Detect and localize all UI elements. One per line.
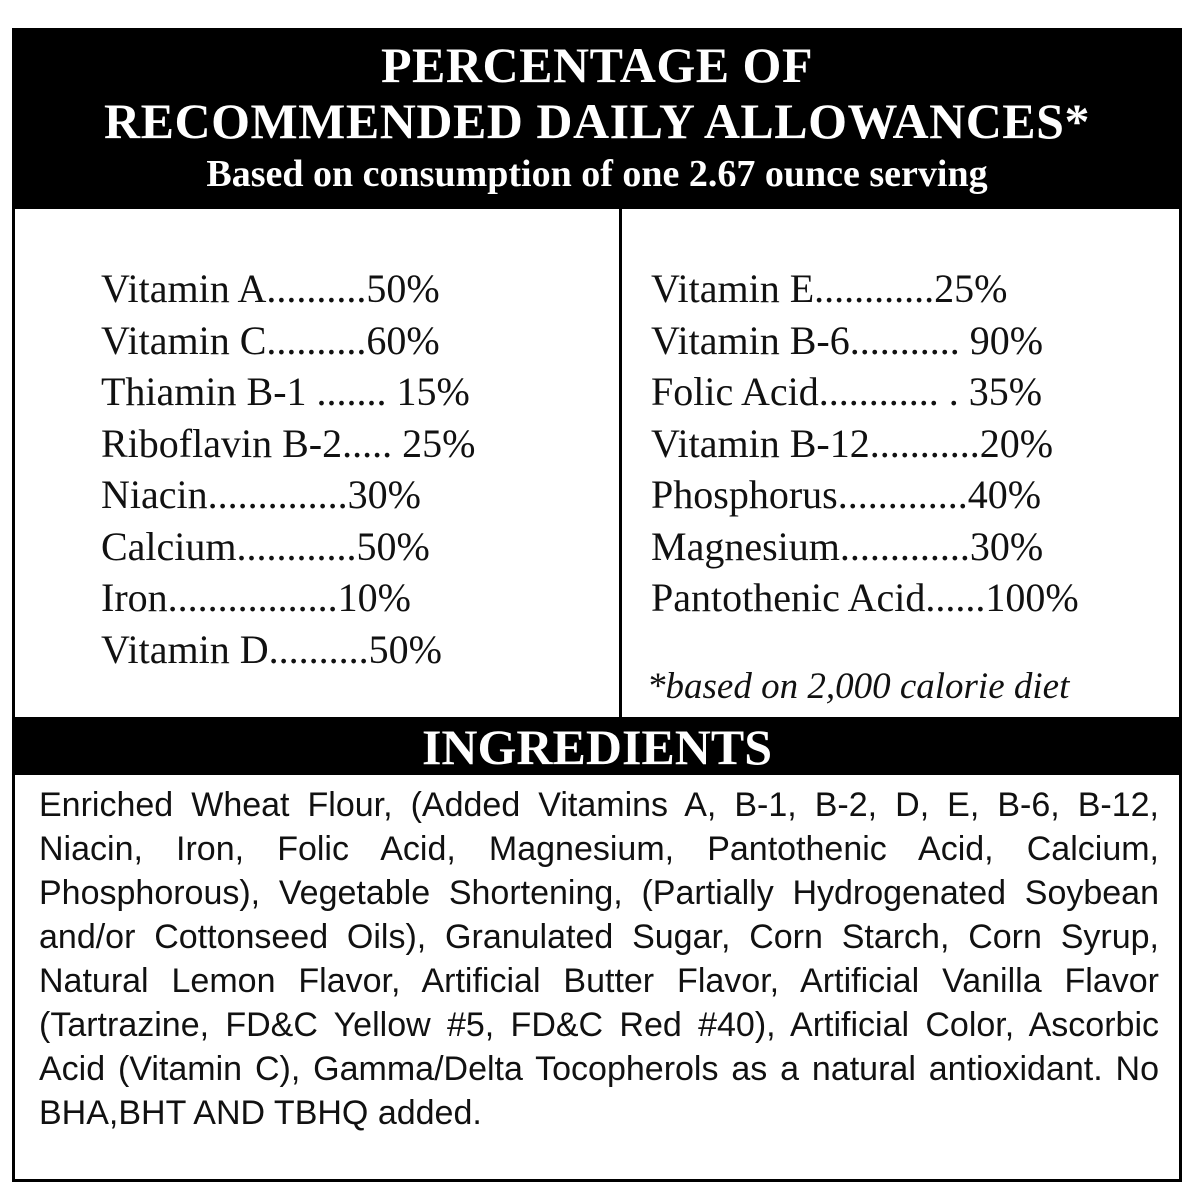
nutrient-row: Folic Acid............ . 35% — [651, 369, 1043, 414]
rda-title-line1: PERCENTAGE OF — [381, 37, 813, 93]
nutrient-row: Calcium............50% — [101, 523, 430, 569]
nutrient-row: Iron.................10% — [101, 575, 411, 620]
nutrient-row: Magnesium.............30% — [651, 523, 1044, 569]
rda-right-column — [651, 263, 1079, 624]
nutrient-row: Vitamin B-12...........20% — [651, 420, 1054, 466]
nutrient-row: Vitamin B-6........... 90% — [651, 317, 1044, 363]
nutrient-row: Thiamin B-1 ....... 15% — [101, 369, 470, 414]
calorie-footnote: *based on 2,000 calorie diet — [647, 666, 1070, 707]
nutrient-row: Niacin..............30% — [101, 472, 421, 517]
rda-left-column — [101, 263, 475, 675]
nutrient-row: Vitamin D..........50% — [101, 626, 442, 672]
nutrient-row: Phosphorus.............40% — [651, 472, 1042, 517]
ingredients-text: Enriched Wheat Flour, (Added Vitamins A, B-1, B-2, D, E, B-6, B-12, Niacin, Iron, Folic Acid, Magnesium, Pantothenic Acid, Calcium, Phosphorous), Vegetable Shortening, (Partially Hydrogenated Soybean and/or Cottonseed Oils), Granulated Sugar, Corn Starch, Corn Syrup, Natural Lemon Flavor, Artificial Butter Flavor, Artificial Vanilla Flavor (Tartrazine, FD&C Yellow #5, FD&C Red #40), Artificial Color, Ascorbic Acid (Vitamin C), Gamma/Delta Tocopherols as a natural antioxidant. No BHA,BHT AND TBHQ added. — [39, 786, 1159, 1132]
rda-title-line2: RECOMMENDED DAILY ALLOWANCES* — [104, 93, 1090, 149]
rda-header — [15, 31, 1179, 209]
nutrient-row: Vitamin A..........50% — [101, 266, 440, 311]
nutrition-label — [12, 28, 1182, 1182]
nutrient-row: Pantothenic Acid......100% — [651, 575, 1079, 620]
nutrient-row: Vitamin C..........60% — [101, 317, 440, 363]
nutrient-row: Vitamin E............25% — [651, 266, 1008, 311]
ingredients-heading: INGREDIENTS — [15, 717, 1179, 775]
rda-subtitle: Based on consumption of one 2.67 ounce serving — [206, 153, 988, 195]
column-divider — [619, 209, 622, 717]
nutrient-row: Riboflavin B-2..... 25% — [101, 420, 476, 466]
